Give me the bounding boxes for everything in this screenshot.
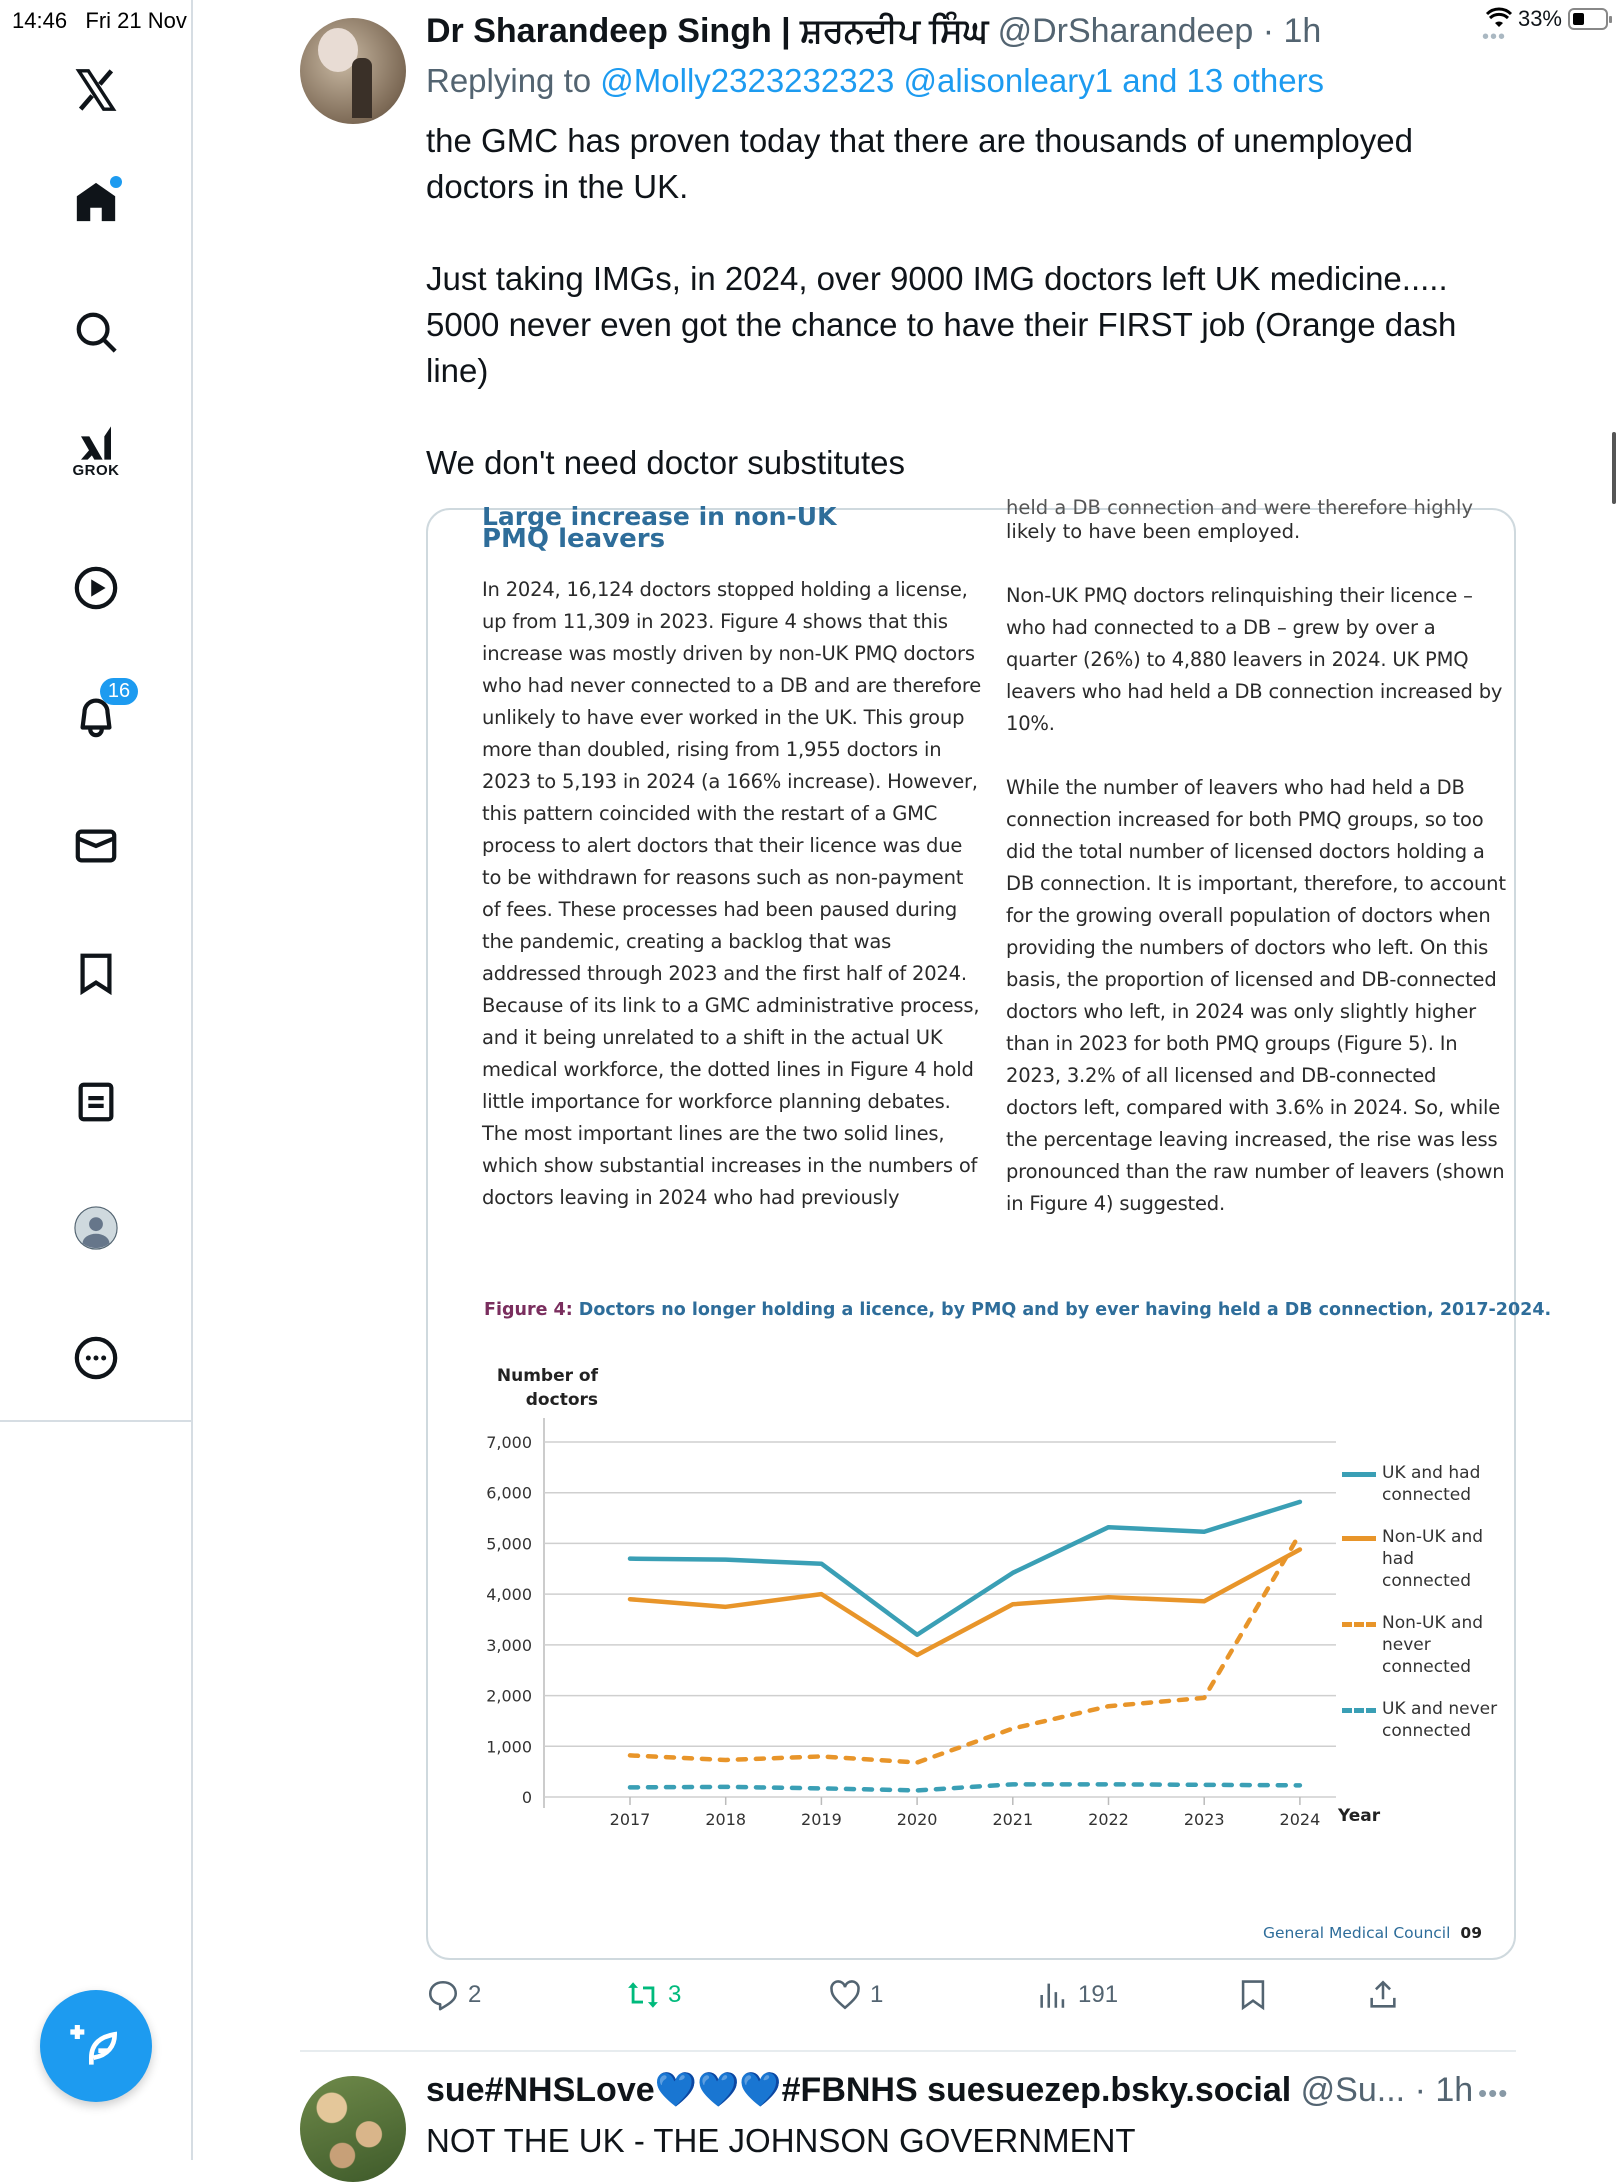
document-page [428, 496, 1552, 1962]
y-tick-label: 0 [521, 1788, 532, 1807]
section-heading-clipped: Large increase in non-UK [482, 502, 837, 531]
author-avatar[interactable] [300, 18, 406, 124]
home-unread-dot [110, 176, 122, 188]
doc-paragraph: While the number of leavers who had held a DB connection increased for both PMQ groups, so too did the total number of licensed doctors holding a DB connection. It is important, therefore, to account for the growing overall population of doctors when providing the numbers of doctors who left. On this basis, the proportion of licensed and DB-connected doctors who left, in 2024 was only slightly higher than in 2023 for both PMQ groups (Figure 5). In 2023, 3.2% of all licensed and DB-connected doctors left, compared with 3.6% in 2024. So, while the percentage leaving increased, the rise was less pronounced than the raw number of leavers (shown in Figure 4) suggested. [1006, 776, 1506, 1215]
sidebar-item-notifications[interactable] [66, 680, 131, 746]
sidebar-item-search[interactable] [66, 302, 126, 362]
tweet2-timestamp[interactable]: · 1h [1414, 2071, 1474, 2109]
tweet-text [426, 118, 1516, 532]
scrollbar[interactable] [1612, 432, 1616, 504]
retweet-count: 3 [668, 1981, 682, 2008]
y-tick-label: 5,000 [486, 1534, 532, 1554]
y-tick-label: 2,000 [486, 1686, 532, 1706]
tweet-action-bar [426, 1978, 1426, 2022]
like-count: 1 [870, 1981, 884, 2008]
x-logo-icon [73, 67, 119, 113]
tweet2-more-options-icon[interactable]: ••• [1478, 2078, 1509, 2108]
compose-post-button[interactable] [40, 1990, 152, 2102]
reply-bubble-icon [426, 1978, 460, 2012]
document-footer: General Medical Council 09 [1263, 1924, 1482, 1942]
sidebar [0, 0, 193, 2160]
tweet-paragraph: the GMC has proven today that there are thousands of unemployed doctors in the UK. [426, 122, 1413, 205]
tweet-header [426, 12, 1321, 51]
y-tick-label: 6,000 [486, 1483, 532, 1503]
replying-to-users-link[interactable]: @Molly2323232323 @alisonleary1 and 13 others [600, 62, 1325, 99]
replying-to: Replying to @Molly2323232323 @alisonleary1 and 13 others [426, 62, 1325, 99]
legend-dashed-orange-swatch [1342, 1622, 1376, 1627]
author-handle[interactable]: @DrSharandeep [997, 12, 1254, 50]
tweet2-handle[interactable]: @Su... [1300, 2071, 1406, 2109]
x-tick-label: 2017 [609, 1810, 651, 1829]
x-tick-label: 2024 [1279, 1810, 1321, 1829]
tweet2-header [426, 2070, 1473, 2110]
y-tick-label: 3,000 [486, 1635, 532, 1655]
sidebar-item-video[interactable] [66, 558, 126, 618]
compose-feather-icon [68, 2018, 124, 2074]
profile-avatar-icon [73, 1205, 119, 1251]
series-line [630, 1784, 1300, 1790]
x-tick-label: 2019 [801, 1810, 842, 1829]
notification-badge: 16 [100, 678, 138, 705]
search-icon [73, 309, 119, 355]
legend-item: Non-UK and had connected [1342, 1526, 1502, 1592]
grok-label: GROK [72, 462, 120, 479]
right-column-clipped-line: held a DB connection and were therefore highly [1006, 496, 1473, 519]
chart-legend [1342, 1462, 1502, 1762]
tweet2-author-avatar[interactable] [300, 2076, 406, 2182]
reply-button[interactable] [426, 1978, 481, 2012]
like-button[interactable] [828, 1978, 883, 2012]
reply-count: 2 [468, 1981, 482, 2008]
series-line [630, 1534, 1300, 1763]
sidebar-divider [0, 1420, 193, 1422]
x-tick-label: 2021 [992, 1810, 1034, 1829]
doc-paragraph: Non-UK PMQ doctors relinquishing their licence – who had connected to a DB – grew by over a quarter (26%) to 4,880 leavers in 2024. UK PMQ leavers who had held a DB connection increased by 10%. [1006, 584, 1503, 735]
views-bar-chart-icon [1036, 1978, 1070, 2012]
mail-icon [73, 823, 119, 869]
x-tick-label: 2022 [1088, 1810, 1129, 1829]
tweet-media-image[interactable] [426, 496, 1552, 1960]
view-count: 191 [1078, 1981, 1119, 2008]
right-column-first-line: likely to have been employed. [1006, 520, 1301, 543]
sidebar-item-lists[interactable] [66, 1072, 126, 1132]
legend-dashed-teal-swatch [1342, 1708, 1376, 1713]
more-circle-icon [73, 1335, 119, 1381]
section-heading: PMQ leavers [482, 524, 666, 554]
battery-percent: 33% [1517, 6, 1562, 31]
x-tick-label: 2020 [896, 1810, 938, 1829]
sidebar-item-bookmarks[interactable] [66, 944, 126, 1004]
bookmark-icon [73, 951, 119, 997]
tweet-timestamp[interactable]: · 1h [1262, 12, 1322, 50]
share-button[interactable] [1366, 1978, 1400, 2012]
chart-y-axis-title: Number of doctors [496, 1366, 598, 1410]
bookmark-icon [1236, 1978, 1270, 2012]
list-icon [73, 1079, 119, 1125]
legend-item: UK and never connected [1342, 1698, 1502, 1742]
sidebar-item-more[interactable] [66, 1328, 126, 1388]
retweet-button[interactable] [626, 1978, 681, 2012]
y-tick-label: 4,000 [486, 1585, 532, 1605]
y-tick-label: 1,000 [486, 1737, 532, 1757]
sidebar-item-home[interactable] [66, 172, 126, 232]
doc-paragraph: In 2024, 16,124 doctors stopped holding a license, up from 11,309 in 2023. Figure 4 shows that this increase was mostly driven by non-UK PMQ doctors who had never connected to a DB and are therefore unlikely to have ever worked in the UK. This group more than doubled, rising from 1,955 doctors in 2023 to 5,193 in 2024 (a 166% increase). However, this pattern coincided with the restart of a GMC process to alert doctors that their licence was due to be withdrawn for reasons such as non-payment of fees. These processes had been paused during the pandemic, creating a backlog that was addressed through 2023 and the first half of 2024. Because of its link to a GMC administrative process, and it being unrelated to a shift in the actual UK medical workforce, the dotted lines in Figure 4 hold little importance for workforce planning debates. The most important lines are the two solid lines, which show substantial increases in the numbers of doctors leaving in 2024 who had previously [482, 578, 982, 1209]
author-display-name[interactable]: Dr Sharandeep Singh | ਸ਼ਰਨਦੀਪ ਸਿੰਘ [426, 12, 989, 50]
legend-solid-teal-swatch [1342, 1472, 1376, 1477]
tweet-divider [300, 2050, 1516, 2052]
tweet-paragraph: Just taking IMGs, in 2024, over 9000 IMG doctors left UK medicine..... 5000 never even got the chance to have their FIRST job (Orange dash line) [426, 260, 1457, 389]
heart-icon [828, 1978, 862, 2012]
legend-item: UK and had connected [1342, 1462, 1502, 1506]
status-time: 14:46 Fri 21 Nov [12, 8, 187, 33]
tweet-paragraph: We don't need doctor substitutes [426, 444, 905, 481]
chart-x-axis-title: Year [1338, 1806, 1381, 1826]
battery-icon [1568, 8, 1608, 30]
retweet-icon [626, 1978, 660, 2012]
legend-item: Non-UK and never connected [1342, 1612, 1502, 1678]
legend-solid-orange-swatch [1342, 1536, 1376, 1541]
sidebar-item-messages[interactable] [66, 816, 126, 876]
sidebar-item-profile[interactable] [66, 1198, 126, 1258]
figure-caption: Figure 4: Doctors no longer holding a licence, by PMQ and by ever having held a DB connection, 2017-2024. [484, 1300, 1552, 1320]
x-tick-label: 2018 [705, 1810, 747, 1829]
grok-icon [75, 423, 117, 463]
share-upload-icon [1366, 1978, 1400, 2012]
tweet2-text: NOT THE UK - THE JOHNSON GOVERNMENT [426, 2122, 1136, 2159]
multitask-dots-icon[interactable]: ••• [1482, 26, 1507, 48]
views-button[interactable] [1036, 1978, 1118, 2012]
y-tick-label: 7,000 [486, 1433, 532, 1452]
x-tick-label: 2023 [1183, 1810, 1225, 1829]
play-circle-icon [73, 565, 119, 611]
tweet2-display-name[interactable]: sue#NHSLove💙💙💙#FBNHS suesuezep.bsky.social [426, 2071, 1292, 2109]
bookmark-button[interactable] [1236, 1978, 1270, 2012]
sidebar-item-grok[interactable] [66, 420, 126, 480]
series-line [630, 1502, 1300, 1635]
x-logo[interactable] [66, 60, 126, 120]
